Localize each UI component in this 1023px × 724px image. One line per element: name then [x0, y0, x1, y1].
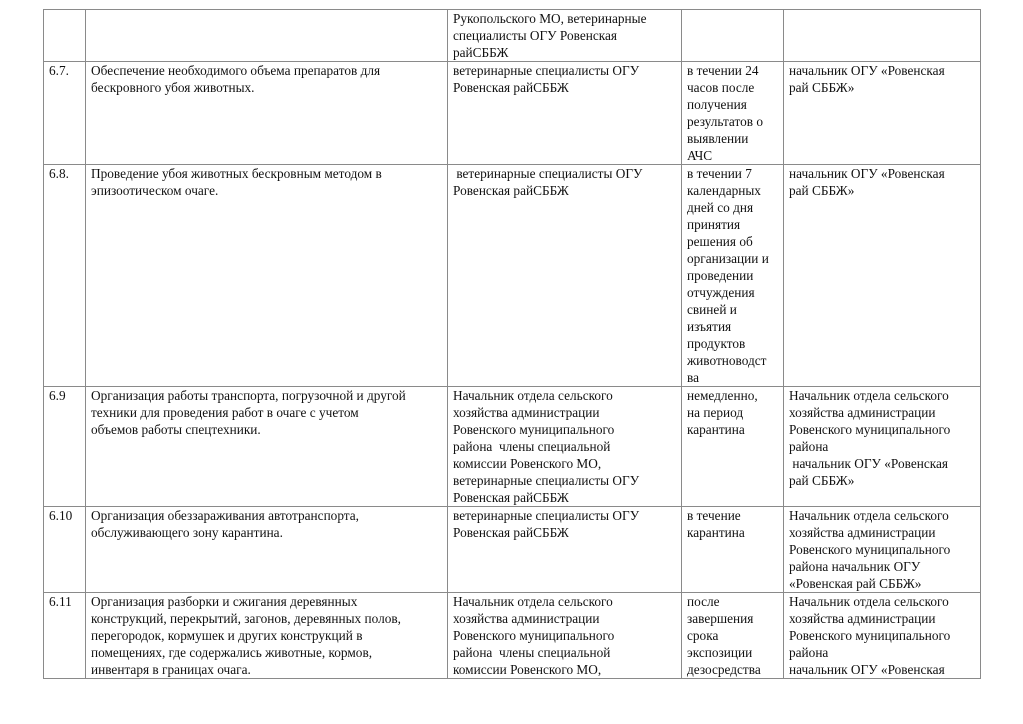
responsible-text-line: Начальник отдела сельского	[789, 388, 949, 403]
executor-text-line: района члены специальной	[453, 439, 611, 454]
executor-text-line: Ровенского муниципального	[453, 422, 615, 437]
measures-table	[43, 9, 981, 679]
executor-text-line: Начальник отдела сельского	[453, 388, 613, 403]
executor-text-line: ветеринарные специалисты ОГУ	[453, 63, 640, 78]
responsible-text-line: начальник ОГУ «Ровенская	[789, 166, 945, 181]
term-text-line: дней со дня	[687, 200, 754, 215]
term-text-line: немедленно,	[687, 388, 758, 403]
action-text-line: конструкций, перекрытий, загонов, деревянных полов,	[91, 611, 401, 626]
term-text-line: решения об	[687, 234, 753, 249]
action-text-line: техники для проведения работ в очаге с учетом	[91, 405, 359, 420]
table-row	[44, 593, 981, 679]
responsible-text-line: района	[789, 645, 829, 660]
responsible-text-line: «Ровенская рай СББЖ»	[789, 576, 922, 591]
cell-action	[86, 10, 448, 62]
action-text-line: объемов работы спецтехники.	[91, 422, 261, 437]
term-text-line: принятия	[687, 217, 741, 232]
cell-executor	[448, 507, 682, 593]
responsible-text-line: хозяйства администрации	[789, 611, 936, 626]
responsible-text-line: Начальник отдела сельского	[789, 508, 949, 523]
executor-text-line: Ровенская райСББЖ	[453, 183, 569, 198]
executor-text-line: Начальник отдела сельского	[453, 594, 613, 609]
cell-term	[682, 507, 784, 593]
term-text-line: животноводст	[687, 353, 767, 368]
executor-text-line: хозяйства администрации	[453, 611, 600, 626]
action-text-line: Организация обеззараживания автотранспорта,	[91, 508, 360, 523]
executor-text-line: хозяйства администрации	[453, 405, 600, 420]
cell-executor	[448, 165, 682, 387]
action-text-line: обслуживающего зону карантина.	[91, 525, 283, 540]
executor-text-line: Рукопольского МО, ветеринарные	[453, 11, 647, 26]
action-text-line: бескровного убоя животных.	[91, 80, 255, 95]
action-text-line: помещениях, где содержались животные, кормов,	[91, 645, 373, 660]
item-number: 6.7.	[49, 63, 69, 78]
term-text-line: на период	[687, 405, 744, 420]
cell-executor	[448, 10, 682, 62]
responsible-text-line: Начальник отдела сельского	[789, 594, 949, 609]
responsible-text-line: района начальник ОГУ	[789, 559, 921, 574]
action-text-line: Организация разборки и сжигания деревянных	[91, 594, 358, 609]
executor-text-line: Ровенская райСББЖ	[453, 525, 569, 540]
term-text-line: карантина	[687, 525, 745, 540]
cell-term	[682, 593, 784, 679]
action-text-line: Проведение убоя животных бескровным методом в	[91, 166, 382, 181]
responsible-text-line: рай СББЖ»	[789, 183, 855, 198]
term-text-line: изъятия	[687, 319, 732, 334]
executor-text-line: ветеринарные специалисты ОГУ	[453, 473, 640, 488]
term-text-line: результатов о	[687, 114, 764, 129]
term-text-line: в течении 7	[687, 166, 752, 181]
executor-text-line: Ровенского муниципального	[453, 628, 615, 643]
cell-num	[44, 165, 86, 387]
term-text-line: в течении 24	[687, 63, 759, 78]
responsible-text-line: Ровенского муниципального	[789, 542, 951, 557]
cell-term	[682, 62, 784, 165]
cell-num	[44, 507, 86, 593]
responsible-text-line: Ровенского муниципального	[789, 628, 951, 643]
responsible-text-line: начальник ОГУ «Ровенская	[789, 63, 945, 78]
term-text-line: ва	[687, 370, 700, 385]
cell-responsible	[784, 165, 981, 387]
executor-text-line: райСББЖ	[453, 45, 509, 60]
term-text-line: календарных	[687, 183, 761, 198]
cell-term	[682, 10, 784, 62]
action-text-line: инвентаря в границах очага.	[91, 662, 251, 677]
table-row	[44, 387, 981, 507]
term-text-line: выявлении	[687, 131, 749, 146]
responsible-text-line: хозяйства администрации	[789, 405, 936, 420]
term-text-line: экспозиции	[687, 645, 753, 660]
responsible-text-line: начальник ОГУ «Ровенская	[789, 456, 949, 471]
executor-text-line: ветеринарные специалисты ОГУ	[453, 508, 640, 523]
item-number: 6.9	[49, 388, 66, 403]
term-text-line: отчуждения	[687, 285, 755, 300]
term-text-line: карантина	[687, 422, 745, 437]
item-number: 6.11	[49, 594, 72, 609]
cell-responsible	[784, 593, 981, 679]
table-row	[44, 10, 981, 62]
executor-text-line: комиссии Ровенского МО,	[453, 456, 602, 471]
term-text-line: проведении	[687, 268, 754, 283]
cell-action	[86, 507, 448, 593]
action-text-line: Обеспечение необходимого объема препаратов для	[91, 63, 381, 78]
item-number: 6.10	[49, 508, 73, 523]
cell-responsible	[784, 10, 981, 62]
term-text-line: продуктов	[687, 336, 746, 351]
action-text-line: перегородок, кормушек и других конструкций в	[91, 628, 363, 643]
table-row	[44, 62, 981, 165]
responsible-text-line: рай СББЖ»	[789, 80, 855, 95]
executor-text-line: ветеринарные специалисты ОГУ	[453, 166, 643, 181]
term-text-line: в течение	[687, 508, 741, 523]
cell-executor	[448, 62, 682, 165]
executor-text-line: комиссии Ровенского МО,	[453, 662, 602, 677]
term-text-line: срока	[687, 628, 719, 643]
cell-num	[44, 593, 86, 679]
responsible-text-line: района	[789, 439, 829, 454]
executor-text-line: специалисты ОГУ Ровенская	[453, 28, 618, 43]
table-row	[44, 507, 981, 593]
cell-action	[86, 165, 448, 387]
action-text-line: эпизоотическом очаге.	[91, 183, 219, 198]
term-text-line: часов после	[687, 80, 755, 95]
term-text-line: организации и	[687, 251, 769, 266]
cell-responsible	[784, 62, 981, 165]
cell-term	[682, 165, 784, 387]
cell-action	[86, 62, 448, 165]
term-text-line: получения	[687, 97, 747, 112]
term-text-line: после	[687, 594, 720, 609]
cell-action	[86, 387, 448, 507]
term-text-line: АЧС	[687, 148, 713, 163]
term-text-line: дезосредства	[687, 662, 761, 677]
cell-num	[44, 10, 86, 62]
term-text-line: свиней и	[687, 302, 737, 317]
responsible-text-line: хозяйства администрации	[789, 525, 936, 540]
item-number: 6.8.	[49, 166, 69, 181]
cell-action	[86, 593, 448, 679]
cell-executor	[448, 387, 682, 507]
table-row	[44, 165, 981, 387]
responsible-text-line: Ровенского муниципального	[789, 422, 951, 437]
term-text-line: завершения	[687, 611, 754, 626]
responsible-text-line: рай СББЖ»	[789, 473, 855, 488]
executor-text-line: района члены специальной	[453, 645, 611, 660]
action-text-line: Организация работы транспорта, погрузочной и другой	[91, 388, 406, 403]
executor-text-line: Ровенская райСББЖ	[453, 80, 569, 95]
cell-term	[682, 387, 784, 507]
cell-num	[44, 62, 86, 165]
executor-text-line: Ровенская райСББЖ	[453, 490, 569, 505]
cell-responsible	[784, 387, 981, 507]
cell-executor	[448, 593, 682, 679]
responsible-text-line: начальник ОГУ «Ровенская	[789, 662, 945, 677]
cell-num	[44, 387, 86, 507]
cell-responsible	[784, 507, 981, 593]
